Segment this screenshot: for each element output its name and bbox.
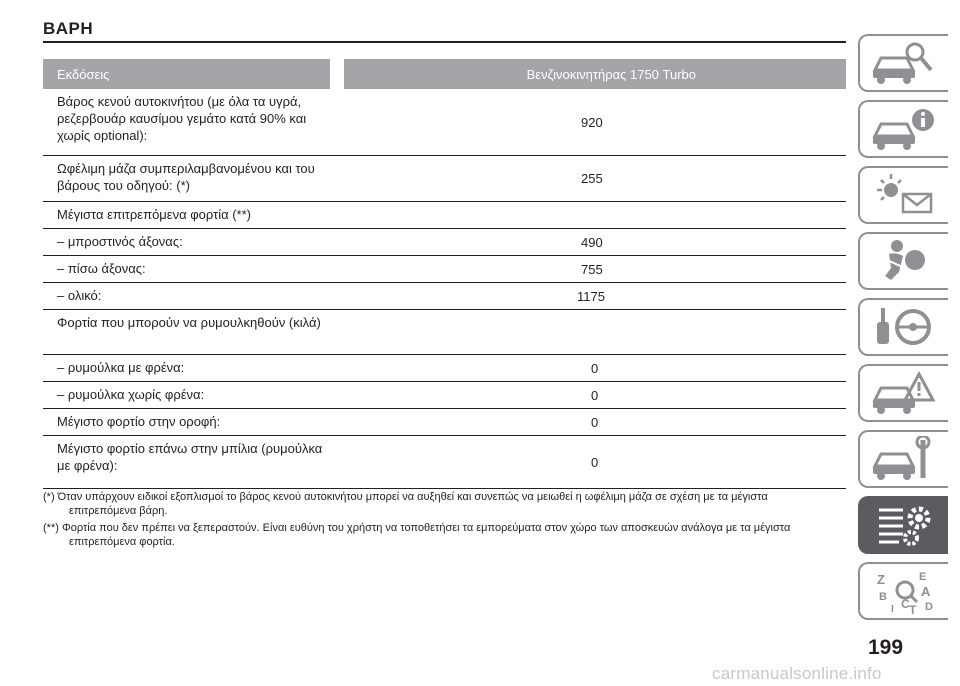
- technical-data-gear-icon: [869, 502, 939, 548]
- row-label: Μέγιστα επιτρεπόμενα φορτία (**): [57, 207, 252, 222]
- row-value: 0: [591, 454, 599, 470]
- table-row: [43, 436, 846, 489]
- sidebar-item-info[interactable]: [858, 100, 948, 158]
- index-letter: E: [919, 571, 927, 583]
- watermark: carmanualsonline.info: [712, 664, 882, 683]
- index-letter: Z: [877, 572, 885, 587]
- table-row: [43, 202, 846, 229]
- footnote: [43, 490, 843, 518]
- car-maintenance-icon: [869, 436, 939, 482]
- row-label: Μέγιστο φορτίο επάνω στην μπίλια (ρυμούλκα με φρένα):: [57, 441, 323, 473]
- index-letter: A: [921, 584, 931, 599]
- footnote: [43, 521, 843, 549]
- warning-lights-message-icon: [869, 172, 939, 218]
- row-value: 0: [591, 414, 599, 430]
- row-value: 0: [591, 360, 599, 376]
- index-letter: C: [901, 597, 910, 611]
- footnote-line: (*) Όταν υπάρχουν ειδικοί εξοπλισμοί το βάρος κενού αυτοκινήτου μπορεί να αυξηθεί και συνεπώς να μειωθεί η ωφέλιμη μάζα σε σχέση με τα μέγιστα: [43, 491, 768, 503]
- sidebar-item-warning-lights[interactable]: [858, 166, 948, 224]
- footnote-line: (**) Φορτία που δεν πρέπει να ξεπεραστούν. Είναι ευθύνη του χρήστη να τοποθετήσει τα εμπορεύματα στον χώρο των αποσκευών ανάλογα με τα μέγιστα: [43, 522, 791, 534]
- table-row: [43, 256, 846, 283]
- header-versions: Εκδόσεις: [43, 59, 330, 89]
- index-letter: B: [879, 591, 887, 603]
- table-row: [43, 89, 846, 156]
- car-search-icon: [869, 40, 939, 86]
- footnotes: [43, 490, 843, 552]
- row-label: – μπροστινός άξονας:: [57, 234, 183, 249]
- row-value: 1175: [577, 288, 605, 304]
- chapter-index-sidebar: [858, 34, 956, 628]
- alphabetical-index-icon: [869, 568, 939, 614]
- table-row: [43, 283, 846, 310]
- sidebar-item-emergency[interactable]: [858, 364, 948, 422]
- row-label: – ρυμούλκα με φρένα:: [57, 360, 185, 375]
- row-value: 490: [581, 234, 603, 250]
- index-letter: T: [909, 603, 917, 614]
- weights-table: [43, 59, 846, 489]
- table-row: [43, 229, 846, 256]
- sidebar-item-index[interactable]: [858, 562, 948, 620]
- row-label: Βάρος κενού αυτοκινήτου (με όλα τα υγρά, ρεζερβουάρ καυσίμου γεμάτο κατά 90% και χωρίς optional):: [57, 94, 307, 143]
- sidebar-item-knowing-car[interactable]: [858, 34, 948, 92]
- row-value: 920: [581, 114, 603, 130]
- table-header: [43, 59, 846, 89]
- table-row: [43, 409, 846, 436]
- table-row: [43, 382, 846, 409]
- car-info-icon: [869, 106, 939, 152]
- footnote-line: επιτρεπόμενα βάρη.: [69, 505, 168, 517]
- sidebar-item-maintenance[interactable]: [858, 430, 948, 488]
- row-value: 255: [581, 171, 603, 186]
- footnote-line: επιτρεπόμενα φορτία.: [69, 536, 175, 548]
- car-emergency-icon: [869, 370, 939, 416]
- index-letter: I: [891, 604, 894, 614]
- row-value: 755: [581, 261, 603, 277]
- row-label: Μέγιστο φορτίο στην οροφή:: [57, 414, 221, 429]
- row-label: – ρυμούλκα χωρίς φρένα:: [57, 387, 205, 402]
- page-number: 199: [868, 636, 904, 659]
- index-letter: D: [925, 601, 933, 613]
- sidebar-item-starting-driving[interactable]: [858, 298, 948, 356]
- table-row: [43, 156, 846, 202]
- steering-wheel-key-icon: [869, 304, 939, 350]
- page-title: ΒΑΡΗ: [43, 19, 94, 38]
- title-rule: [43, 41, 846, 43]
- row-label: Ωφέλιμη μάζα συμπεριλαμβανομένου και του βάρους του οδηγού: (*): [57, 161, 315, 193]
- row-label: – πίσω άξονας:: [57, 261, 146, 276]
- sidebar-item-safety[interactable]: [858, 232, 948, 290]
- table-row: [43, 355, 846, 382]
- row-value: [331, 202, 846, 228]
- header-engine: Βενζινοκινητήρας 1750 Turbo: [344, 59, 846, 89]
- row-label: Φορτία που μπορούν να ρυμουλκηθούν (κιλά): [57, 315, 321, 330]
- row-value: 0: [591, 387, 599, 403]
- sidebar-item-technical-data[interactable]: [858, 496, 948, 554]
- airbag-person-icon: [869, 238, 939, 284]
- table-row: [43, 310, 846, 355]
- row-value: [331, 310, 846, 354]
- row-label: – ολικό:: [57, 288, 102, 303]
